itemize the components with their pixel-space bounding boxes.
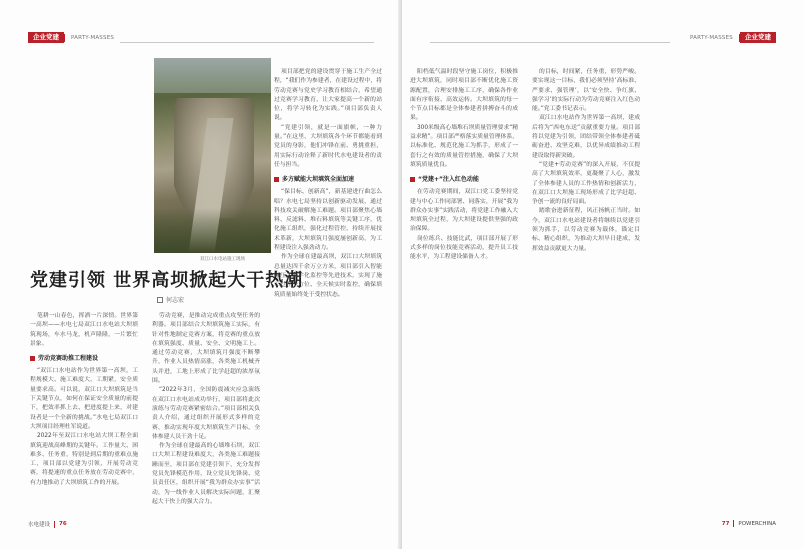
section2-heading: 多方赋能大坝填筑全面加速 bbox=[274, 174, 382, 185]
right-header-tag: 企业党建 bbox=[740, 32, 776, 43]
paragraph: “党建+劳动竞赛”的深入开展，不仅提高了大坝填筑效率，更凝聚了人心，激发了全体参建人员的工作热情和创新活力，在双江口大坝施工现场形成了比学赶超、争创一流的良好局面。 bbox=[532, 161, 640, 206]
paragraph: 项目部把党的建设贯穿于施工生产全过程，“我们作为参建者，在建设过程中，将劳动竞赛与党史学习教育相结合，希望通过竞赛学习教育，让大家提高一个新的站位，将学习转化为实践。”项目部负责人说。 bbox=[274, 69, 382, 122]
paragraph: 踏歌奋进新征程，风正扬帆正当时。如今，双江口水电站建设者将继续以党建引领为抓手，以劳动竞赛为载体，锚定目标、精心组织，为推动大坝早日建成、发挥效益贡献更大力量。 bbox=[532, 208, 640, 252]
paragraph: 2022年至双江口水电站大坝工程全面填筑迎战高峰期的关键年。工作量大、困难多、任务重，特别是到后期的重难点施工，项目部以党建为引领，开展劳动竞赛，将提速的重点任务放在劳动竞赛中，有力地推动了大坝填筑工作的开展。 bbox=[30, 433, 138, 486]
left-header-tag: 企业党建 bbox=[28, 32, 64, 43]
dam-construction-photo bbox=[154, 58, 271, 253]
paragraph: 作为全球在建最高的心墙堆石坝，双江口大坝工程建设难度大，各类施工难题接踵而至，项目部在党建引领下，充分发挥党员先锋模范作用，设立党员先锋岗、党员责任区，组织开展“我为群众办实事”活动，为一线作业人员解决实际问题，汇聚起大干快上的强大合力。 bbox=[152, 443, 260, 505]
paragraph: 劳动竞赛，是推动完成重点攻坚任务的利器。项目部结合大坝填筑施工实际，有针对性地制定竞赛方案，将竞赛的重点放在填筑强度、质量、安全、文明施工上。通过劳动竞赛，大坝填筑月强度不断攀升，作业人员热情高涨，各类施工机械齐头并进，工地上形成了比学赶超的浓厚氛围。 bbox=[152, 313, 260, 385]
right-footer bbox=[722, 520, 776, 527]
left-header bbox=[28, 32, 120, 43]
paragraph: 阳档低气温时段坚守施工岗位，积极推进大坝填筑，同时项目部不断优化施工资源配置，合理安排施工工序，确保各作业面有序衔接、高效运转。大坝填筑的每一个节点目标都是全体参建者拼搏奋斗的成果。 bbox=[410, 69, 518, 122]
author-icon bbox=[157, 297, 163, 303]
paragraph: “保目标、创新高”，新基建进行曲怎么唱？水电七局坚持以创新驱动发展，通过科技攻关破解施工难题。项目部聚焦心墙料、反滤料、堆石料填筑等关键工序，优化施工组织，强化过程管控，持续开展技术革新，大坝填筑月强度屡创新高，为工程建设注入强劲动力。 bbox=[274, 189, 382, 252]
right-page bbox=[402, 0, 804, 549]
paragraph: 300米级高心墙堆石坝质量管理要求“精益求精”。项目部严格落实质量管理体系，以标准化、规范化施工为抓手，形成了一套行之有效的质量管控措施，确保了大坝填筑质量优良。 bbox=[410, 124, 518, 168]
paragraph: “党建引领，就是一面旗帜，一种力量。”在这里，大坝填筑各个环节都能看到党员的身影，他们冲锋在前、勇挑重担，用实际行动诠释了新时代水电建设者的责任与担当。 bbox=[274, 124, 382, 168]
section-marker-icon bbox=[410, 177, 415, 182]
column-1 bbox=[30, 312, 138, 512]
column-3 bbox=[274, 68, 382, 512]
author-name: 何志宏 bbox=[166, 297, 185, 304]
photo-caption: 双江口水电站施工现场 bbox=[200, 257, 245, 262]
section1-heading: 劳动竞赛助推工程建设 bbox=[30, 353, 138, 364]
paragraph: 的目标，时间紧，任务重，形势严峻。要实现这一目标，我们必须坚持‘高标准、严要求、强管理’，以‘安全快、争红旗、强学习’的实际行动为劳动竞赛注入红色动能。”党工委书记表示。 bbox=[532, 69, 640, 113]
left-header-en: PARTY-MASSES bbox=[71, 34, 115, 41]
section-marker-icon bbox=[30, 356, 35, 361]
column-5 bbox=[532, 68, 640, 512]
right-header-en: PARTY-MASSES bbox=[689, 34, 733, 41]
right-header bbox=[684, 32, 776, 43]
paragraph: 岗位练兵、技能比武，项目部开展了形式多样的岗位技能竞赛活动，提升员工技能水平，为工程建设储备人才。 bbox=[410, 235, 518, 261]
right-header-rule bbox=[430, 42, 670, 43]
left-header-rule bbox=[120, 42, 374, 43]
right-page-number: 77 bbox=[721, 520, 730, 527]
paragraph: 双江口水电站作为世界第一高坝，建成后将为“西电东送”贡献重要力量。项目部将以党建为引领，团结带领全体参建者砥砺奋进、攻坚克难，以优异成绩推动工程建设取得新突破。 bbox=[532, 115, 640, 159]
article-title: 党建引领 世界高坝掀起大干热潮 bbox=[30, 270, 304, 291]
right-footer-label: POWERCHINA bbox=[738, 520, 776, 527]
paragraph: “双江口水电站作为世界第一高坝，工程规模大、施工难度大，工期紧，安全质量要求高。可以说，双江口大坝填筑是当下关键节点，如何在保证安全质量的前提下，把效率抓上去、把进度提上来，对建设者是一个全新的挑战。”水电七局双江口大坝项目经理杜军说道。 bbox=[30, 368, 138, 430]
author-line bbox=[157, 295, 184, 304]
column-2 bbox=[152, 312, 260, 512]
section3-heading: “党建+”注入红色动能 bbox=[410, 174, 518, 185]
paragraph: “2022年3月，全国防震减灾应急演练在双江口水电站成功举行，项目部将此次演练与劳动竞赛紧密结合。”项目部相关负责人介绍，通过组织开展形式多样的竞赛，推动实现年度大坝填筑生产目标，全体参建人员干劲十足。 bbox=[152, 387, 260, 440]
left-footer bbox=[28, 520, 67, 528]
intro-paragraph: 笔耕一山春色，挥洒一片深情。世界第一高坝——水电七局双江口水电站大坝填筑现场，车水马龙，机声隆隆，一片繁忙景象。 bbox=[30, 313, 138, 347]
left-footer-label: 水电建设 bbox=[28, 522, 51, 528]
left-page-number: 76 bbox=[59, 521, 67, 527]
paragraph: 在劳动竞赛期间，双江口党工委坚持党建与中心工作同部署、同落实，开展“我为群众办实事”实践活动，将党建工作融入大坝填筑全过程，为大坝建设提供坚强的政治保障。 bbox=[410, 189, 518, 233]
paragraph: 作为全球在建最高坝，双江口大坝填筑总量达四千余万立方米，项目部引入智能碾压、数字化监控等先进技术，实现了施工过程全方位、全天候实时监控，确保填筑质量始终处于受控状态。 bbox=[274, 254, 382, 298]
column-4 bbox=[410, 68, 518, 512]
section-marker-icon bbox=[274, 177, 279, 182]
